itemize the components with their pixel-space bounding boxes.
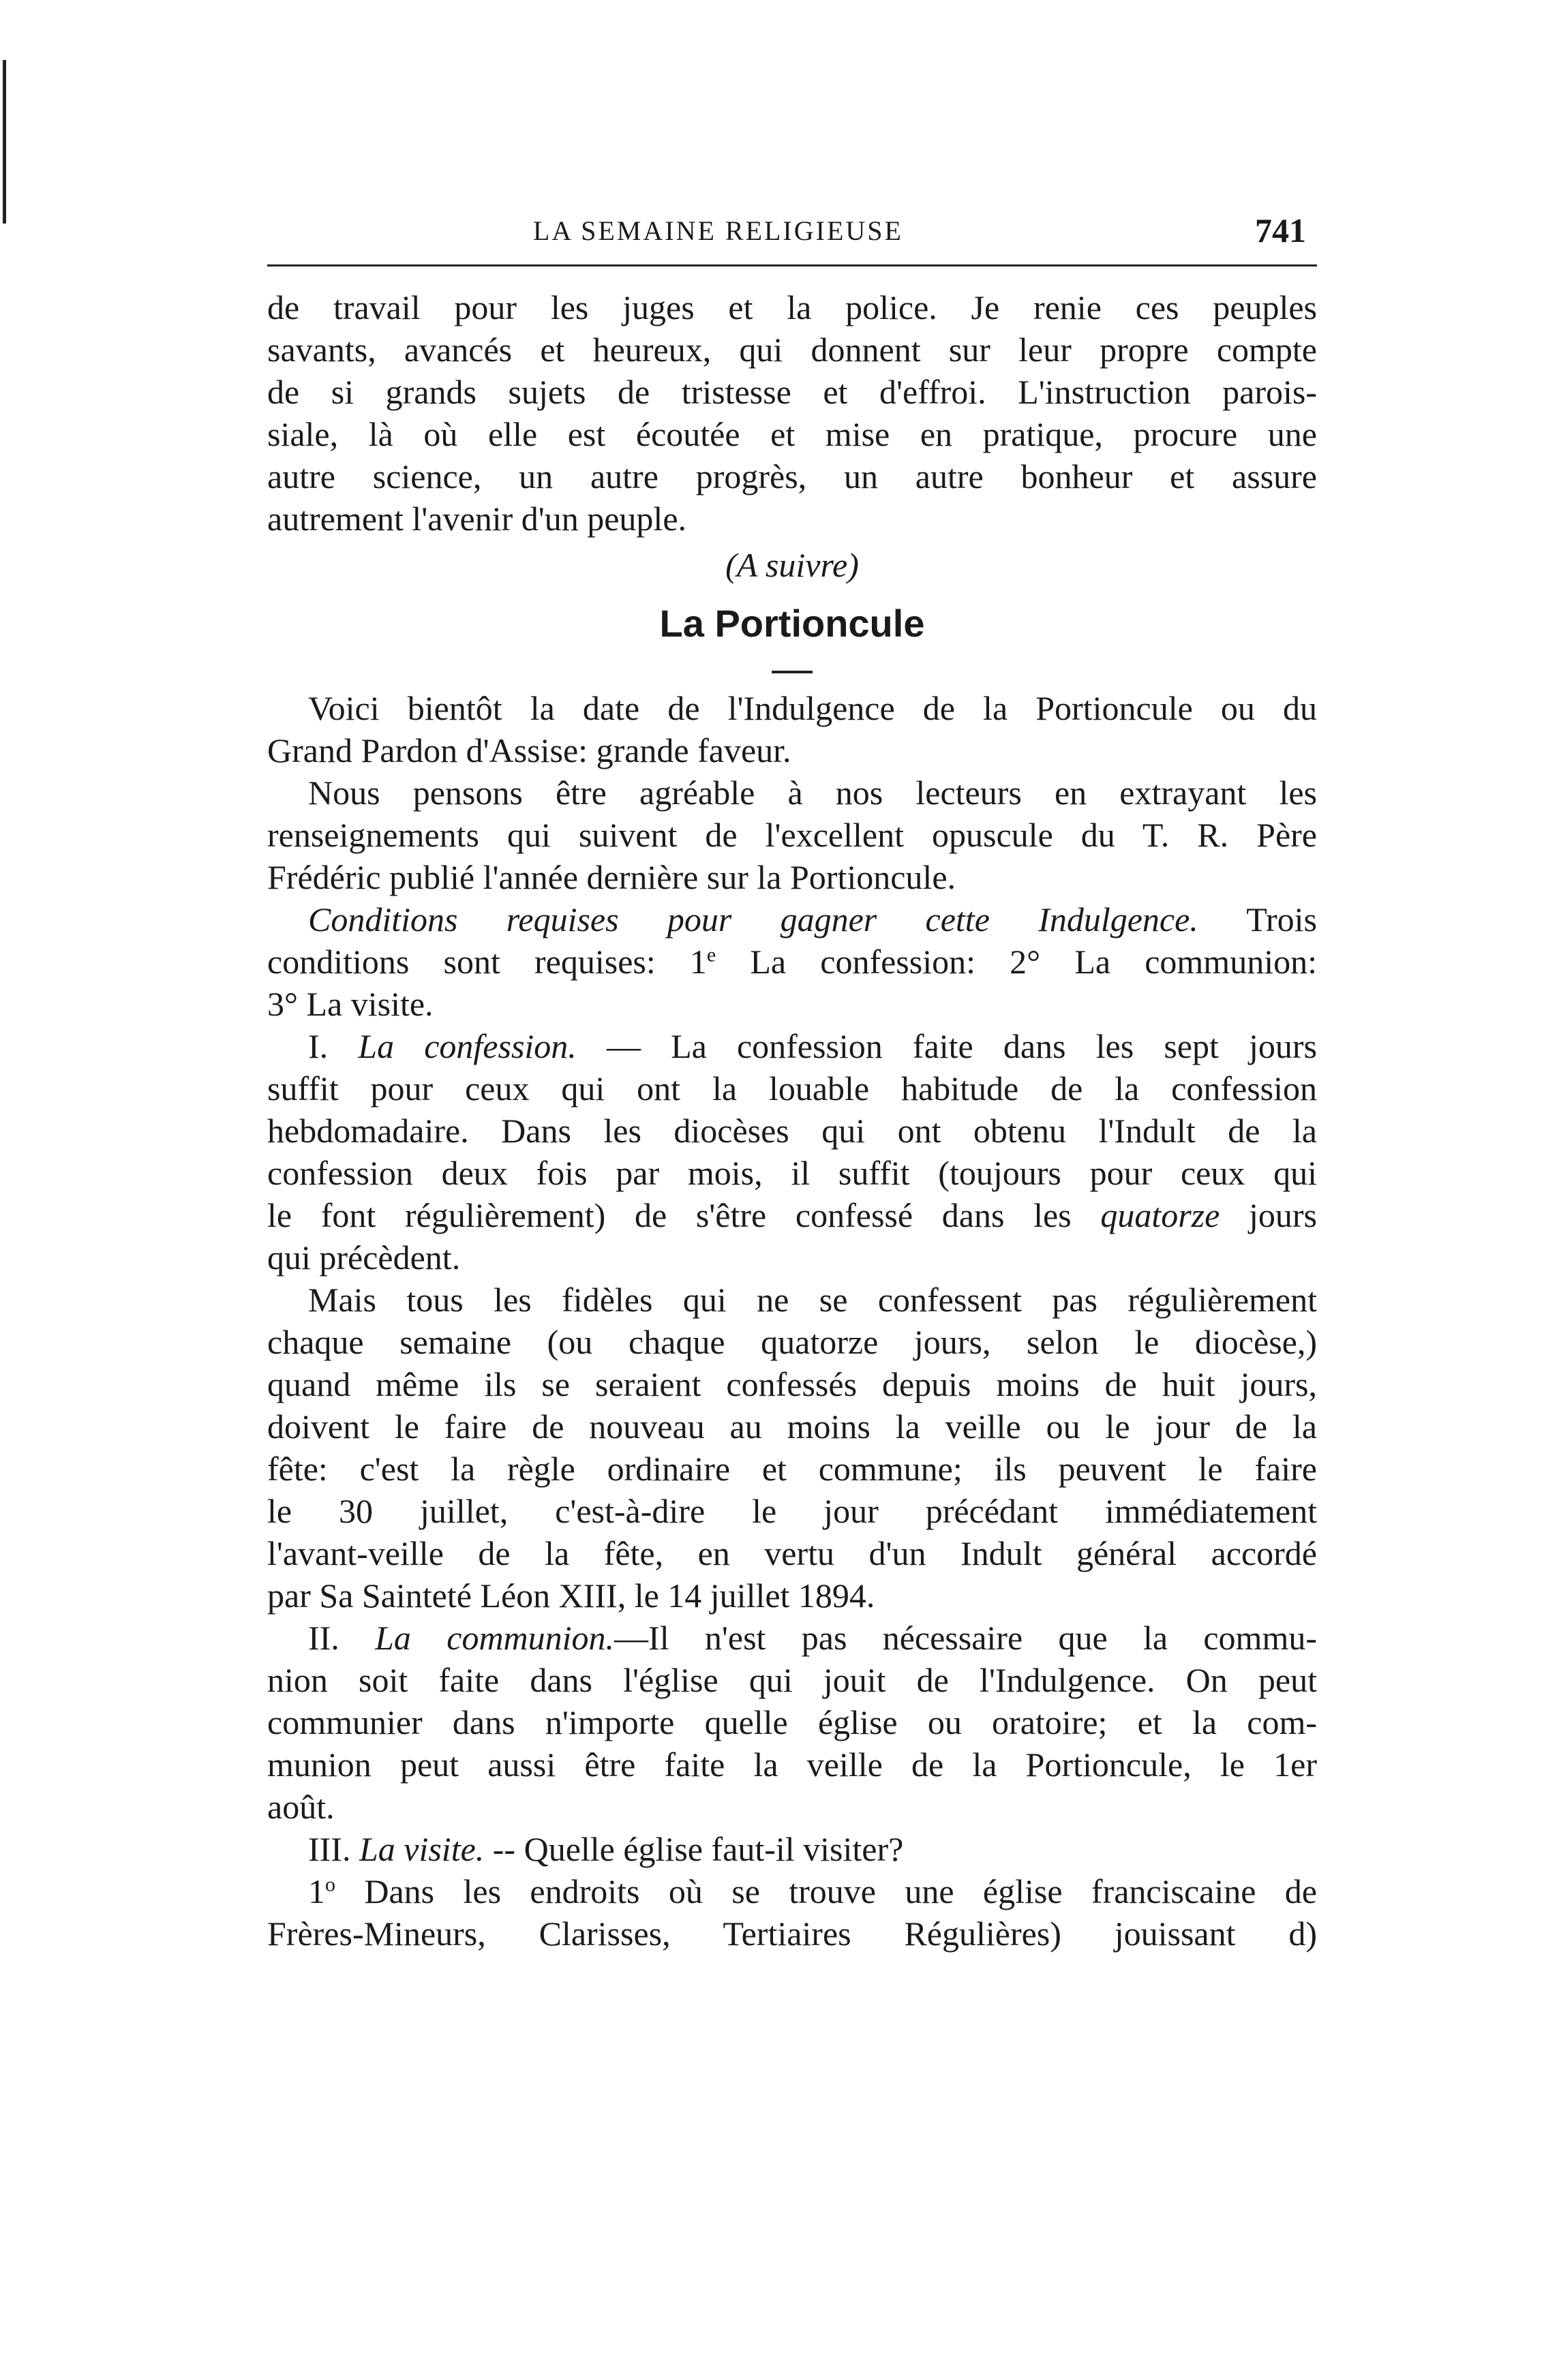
text-line: Frédéric publié l'année dernière sur la Portioncule.: [267, 858, 956, 896]
text-line: quand même ils se seraient confessés depuis moins de huit jours,: [267, 1365, 1317, 1403]
article-title: La Portioncule: [659, 602, 925, 645]
page-number: 741: [1255, 211, 1306, 249]
text-line: par Sa Sainteté Léon XIII, le 14 juillet 1894.: [267, 1576, 875, 1615]
text-line: de travail pour les juges et la police. Je renie ces peuples: [267, 288, 1317, 326]
paragraph-confession: [267, 1025, 1317, 1279]
text-span: III.: [308, 1830, 359, 1868]
text-line: fête: c'est la règle ordinaire et commune; ils peuvent le faire: [267, 1450, 1317, 1488]
text-line: 3° La visite.: [267, 985, 434, 1023]
page-header: [266, 211, 1316, 256]
header-rule: [267, 264, 1317, 266]
text-line: qui précèdent.: [267, 1238, 461, 1277]
title-separator: [267, 654, 1317, 682]
text-line: autrement l'avenir d'un peuple.: [267, 500, 687, 538]
paragraph-endroits: [267, 1870, 1317, 1955]
text-line: [267, 1025, 1317, 1067]
text-span: La confession: 2° La communion:: [716, 943, 1317, 981]
text-line: siale, là où elle est écoutée et mise en pratique, procure une: [267, 415, 1317, 453]
separator-dash: [772, 671, 813, 673]
text-line: confession deux fois par mois, il suffit (toujours pour ceux qui: [267, 1154, 1317, 1192]
italic-word: quatorze: [1100, 1196, 1220, 1234]
paragraph-communion: [267, 1617, 1317, 1828]
text-line: nion soit faite dans l'église qui jouit de l'Indulgence. On peut: [267, 1661, 1317, 1699]
text-line: suffit pour ceux qui ont la louable habitude de la confession: [267, 1069, 1317, 1108]
text-line: savants, avancés et heureux, qui donnent sur leur propre compte: [267, 331, 1317, 369]
text-span: I.: [308, 1027, 359, 1065]
text-line: [267, 1870, 1317, 1912]
page-body: [267, 286, 1317, 1955]
paragraph-conditions: [267, 898, 1317, 1025]
paragraph-continuation: [267, 286, 1317, 540]
text-line: [267, 898, 1317, 941]
text-span: II.: [308, 1619, 376, 1657]
text-line: chaque semaine (ou chaque quatorze jours, selon le diocèse,): [267, 1323, 1317, 1361]
text-span: le font régulièrement) de s'être confessé dans les: [267, 1196, 1101, 1234]
paragraph-fideles: [267, 1279, 1317, 1617]
text-span: conditions sont requises: 1: [267, 943, 707, 981]
text-line: août.: [267, 1788, 335, 1826]
text-line: munion peut aussi être faite la veille de la Portioncule, le 1er: [267, 1745, 1317, 1784]
italic-heading: La visite.: [359, 1830, 485, 1868]
text-line: de si grands sujets de tristesse et d'effroi. L'instruction parois-: [267, 373, 1317, 411]
text-span: jours: [1220, 1196, 1317, 1234]
text-line: Frères-Mineurs, Clarisses, Tertiaires Régulières) jouissant d): [267, 1914, 1317, 1953]
page-edge-mark: [3, 60, 6, 224]
superscript: o: [325, 1873, 335, 1896]
text-line: le 30 juillet, c'est-à-dire le jour précédant immédiatement: [267, 1492, 1317, 1530]
text-line: renseignements qui suivent de l'excellent opuscule du T. R. Père: [267, 816, 1317, 854]
text-line: [267, 941, 1317, 983]
text-line: l'avant-veille de la fête, en vertu d'un Indult général accordé: [267, 1534, 1317, 1572]
text-line: doivent le faire de nouveau au moins la veille ou le jour de la: [267, 1407, 1317, 1446]
paragraph-visite: [267, 1828, 1317, 1870]
paragraph-extract: [267, 772, 1317, 898]
text-span: —Il n'est pas nécessaire que la commu-: [614, 1619, 1317, 1657]
text-span: 1: [308, 1872, 325, 1910]
a-suivre-note: (A suivre): [725, 546, 859, 584]
text-span: — La confession faite dans les sept jours: [606, 1027, 1317, 1065]
text-line: Grand Pardon d'Assise: grande faveur.: [267, 731, 791, 769]
text-line: [267, 1194, 1317, 1236]
paragraph-intro: [267, 687, 1317, 772]
text-span: Dans les endroits où se trouve une église franciscaine de: [335, 1872, 1317, 1910]
running-head: LA SEMAINE RELIGIEUSE: [533, 215, 903, 246]
text-line: autre science, un autre progrès, un autre bonheur et assure: [267, 457, 1317, 495]
text-line: [267, 1617, 1317, 1659]
text-line: hebdomadaire. Dans les diocèses qui ont obtenu l'Indult de la: [267, 1112, 1317, 1150]
italic-heading: La confession.: [358, 1027, 577, 1065]
text-line: [267, 1828, 1317, 1870]
text-line: Voici bientôt la date de l'Indulgence de la Portioncule ou du: [308, 689, 1317, 727]
italic-heading: La communion.: [375, 1619, 615, 1657]
text-line: communier dans n'importe quelle église ou oratoire; et la com-: [267, 1703, 1317, 1741]
text-span: -- Quelle église faut-il visiter?: [484, 1830, 904, 1868]
italic-heading: Conditions requises pour gagner cette Indulgence.: [308, 900, 1198, 939]
text-line: Mais tous les fidèles qui ne se confessent pas régulièrement: [308, 1281, 1317, 1319]
text-span: Trois: [1246, 900, 1317, 939]
text-line: Nous pensons être agréable à nos lecteurs en extrayant les: [308, 774, 1317, 812]
superscript: e: [706, 943, 716, 966]
